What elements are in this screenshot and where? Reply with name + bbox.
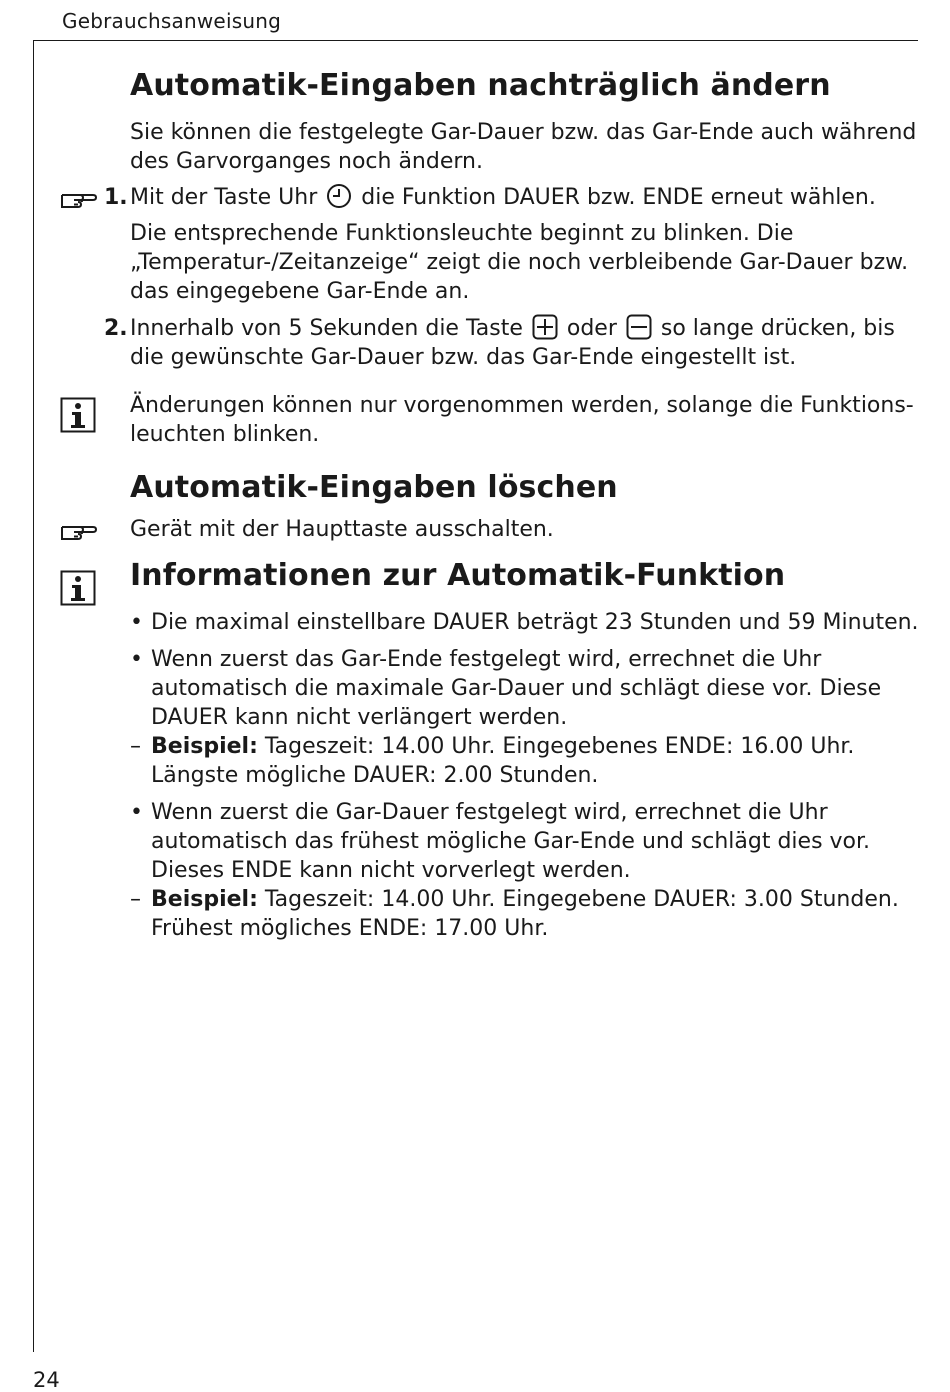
bullet-line: Dieses ENDE kann nicht vorverlegt werden. [151,858,631,883]
bullet-line: automatisch das frühest mögliche Gar-Ende und schlägt dies vor. [151,829,871,854]
info-note-line: leuchten blinken. [130,422,320,447]
info-icon [60,397,96,433]
pointing-hand-icon [60,186,98,212]
dash-marker: – [130,887,141,912]
running-header: Gebrauchsanweisung [62,9,281,33]
example-label: Beispiel: [151,887,258,912]
pointing-hand-icon [60,518,98,544]
margin-rule [33,40,34,1352]
header-rule [33,40,918,41]
plus-key-icon [532,314,558,340]
example-line: Beispiel: Tageszeit: 14.00 Uhr. Eingegebene DAUER: 3.00 Stunden. [151,887,899,912]
step1-instruction: Mit der Taste Uhr die Funktion DAUER bzw. ENDE erneut wählen. [130,185,876,210]
delete-step: Gerät mit der Haupttaste ausschalten. [130,517,554,542]
bullet-marker: • [130,610,143,635]
bullet-marker: • [130,647,143,672]
step2-instruction: Innerhalb von 5 Sekunden die Taste oder so lange drücken, bis [130,316,895,341]
intro-line: Sie können die festgelegte Gar-Dauer bzw. das Gar-Ende auch während [130,120,917,145]
example-label: Beispiel: [151,734,258,759]
info-note-line: Änderungen können nur vorgenommen werden, solange die Funktions- [130,393,914,418]
step1-detail-line: das eingegebene Gar-Ende an. [130,279,470,304]
bullet-line: Wenn zuerst das Gar-Ende festgelegt wird, errechnet die Uhr [151,647,822,672]
bullet-line: Die maximal einstellbare DAUER beträgt 23 Stunden und 59 Minuten. [151,610,919,635]
example-line: Frühest mögliches ENDE: 17.00 Uhr. [151,916,549,941]
step1-detail-line: Die entsprechende Funktionsleuchte beginnt zu blinken. Die [130,221,794,246]
step-number: 1. [104,185,128,210]
step-number: 2. [104,316,128,341]
intro-line: des Garvorganges noch ändern. [130,149,483,174]
bullet-line: automatisch die maximale Gar-Dauer und schlägt diese vor. Diese [151,676,882,701]
minus-key-icon [626,314,652,340]
bullet-line: DAUER kann nicht verlängert werden. [151,705,568,730]
section-title-change-inputs: Automatik-Eingaben nachträglich ändern [130,68,831,103]
page-number: 24 [33,1368,60,1392]
bullet-marker: • [130,800,143,825]
clock-icon [326,183,352,209]
section-title-automatic-info: Informationen zur Automatik-Funktion [130,558,786,593]
example-line: Längste mögliche DAUER: 2.00 Stunden. [151,763,599,788]
info-icon [60,570,96,606]
step2-line: die gewünschte Gar-Dauer bzw. das Gar-Ende eingestellt ist. [130,345,797,370]
dash-marker: – [130,734,141,759]
step1-detail-line: „Temperatur-/Zeitanzeige“ zeigt die noch verbleibende Gar-Dauer bzw. [130,250,909,275]
example-line: Beispiel: Tageszeit: 14.00 Uhr. Eingegebenes ENDE: 16.00 Uhr. [151,734,855,759]
bullet-line: Wenn zuerst die Gar-Dauer festgelegt wird, errechnet die Uhr [151,800,828,825]
section-title-delete-inputs: Automatik-Eingaben löschen [130,470,618,505]
